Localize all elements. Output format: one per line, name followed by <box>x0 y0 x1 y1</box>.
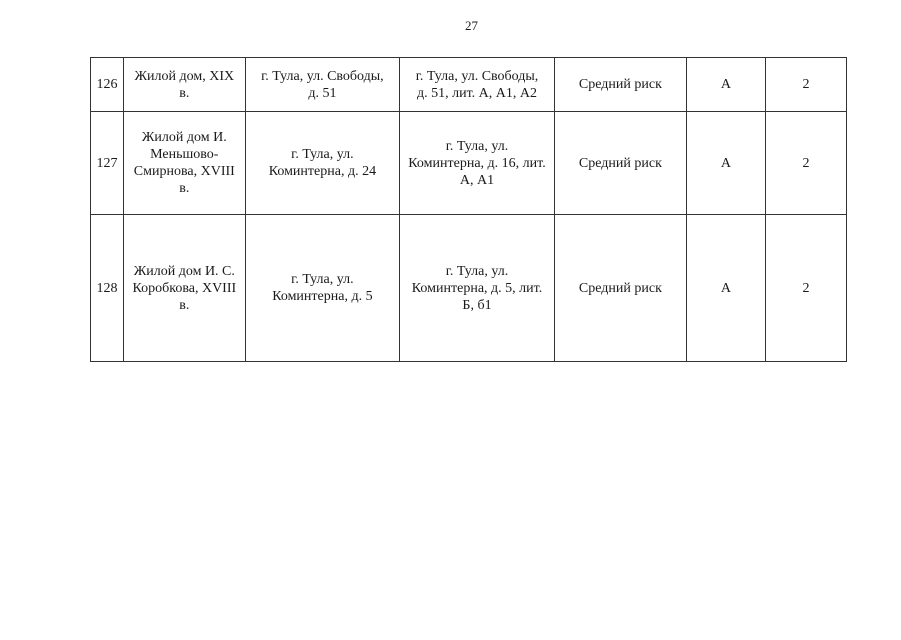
table-row <box>91 112 847 215</box>
table-row <box>91 215 847 362</box>
object-location-cell: г. Тула, ул. Коминтерна, д. 5 <box>245 215 400 362</box>
object-location-cell: г. Тула, ул. Свободы, д. 51 <box>245 58 400 112</box>
object-address-cell: г. Тула, ул. Коминтерна, д. 5, лит. Б, б1 <box>400 215 555 362</box>
row-number-cell: 127 <box>91 112 124 215</box>
object-name-cell: Жилой дом И. Меньшово- Смирнова, XVIII в. <box>124 112 246 215</box>
object-address-cell: г. Тула, ул. Свободы, д. 51, лит. А, А1, А2 <box>400 58 555 112</box>
class-cell: А <box>687 112 766 215</box>
frequency-cell: 2 <box>765 58 846 112</box>
object-address-cell: г. Тула, ул. Коминтерна, д. 16, лит. А, А1 <box>400 112 555 215</box>
frequency-cell: 2 <box>765 112 846 215</box>
class-cell: А <box>687 215 766 362</box>
object-location-cell: г. Тула, ул. Коминтерна, д. 24 <box>245 112 400 215</box>
risk-category-cell: Средний риск <box>554 58 686 112</box>
page-number: 27 <box>465 18 478 33</box>
row-number-cell: 128 <box>91 215 124 362</box>
object-name-cell: Жилой дом, XIX в. <box>124 58 246 112</box>
frequency-cell: 2 <box>765 215 846 362</box>
table-row <box>91 58 847 112</box>
risk-category-cell: Средний риск <box>554 112 686 215</box>
row-number-cell: 126 <box>91 58 124 112</box>
heritage-objects-table <box>90 57 847 362</box>
object-name-cell: Жилой дом И. С. Коробкова, XVIII в. <box>124 215 246 362</box>
class-cell: А <box>687 58 766 112</box>
risk-category-cell: Средний риск <box>554 215 686 362</box>
